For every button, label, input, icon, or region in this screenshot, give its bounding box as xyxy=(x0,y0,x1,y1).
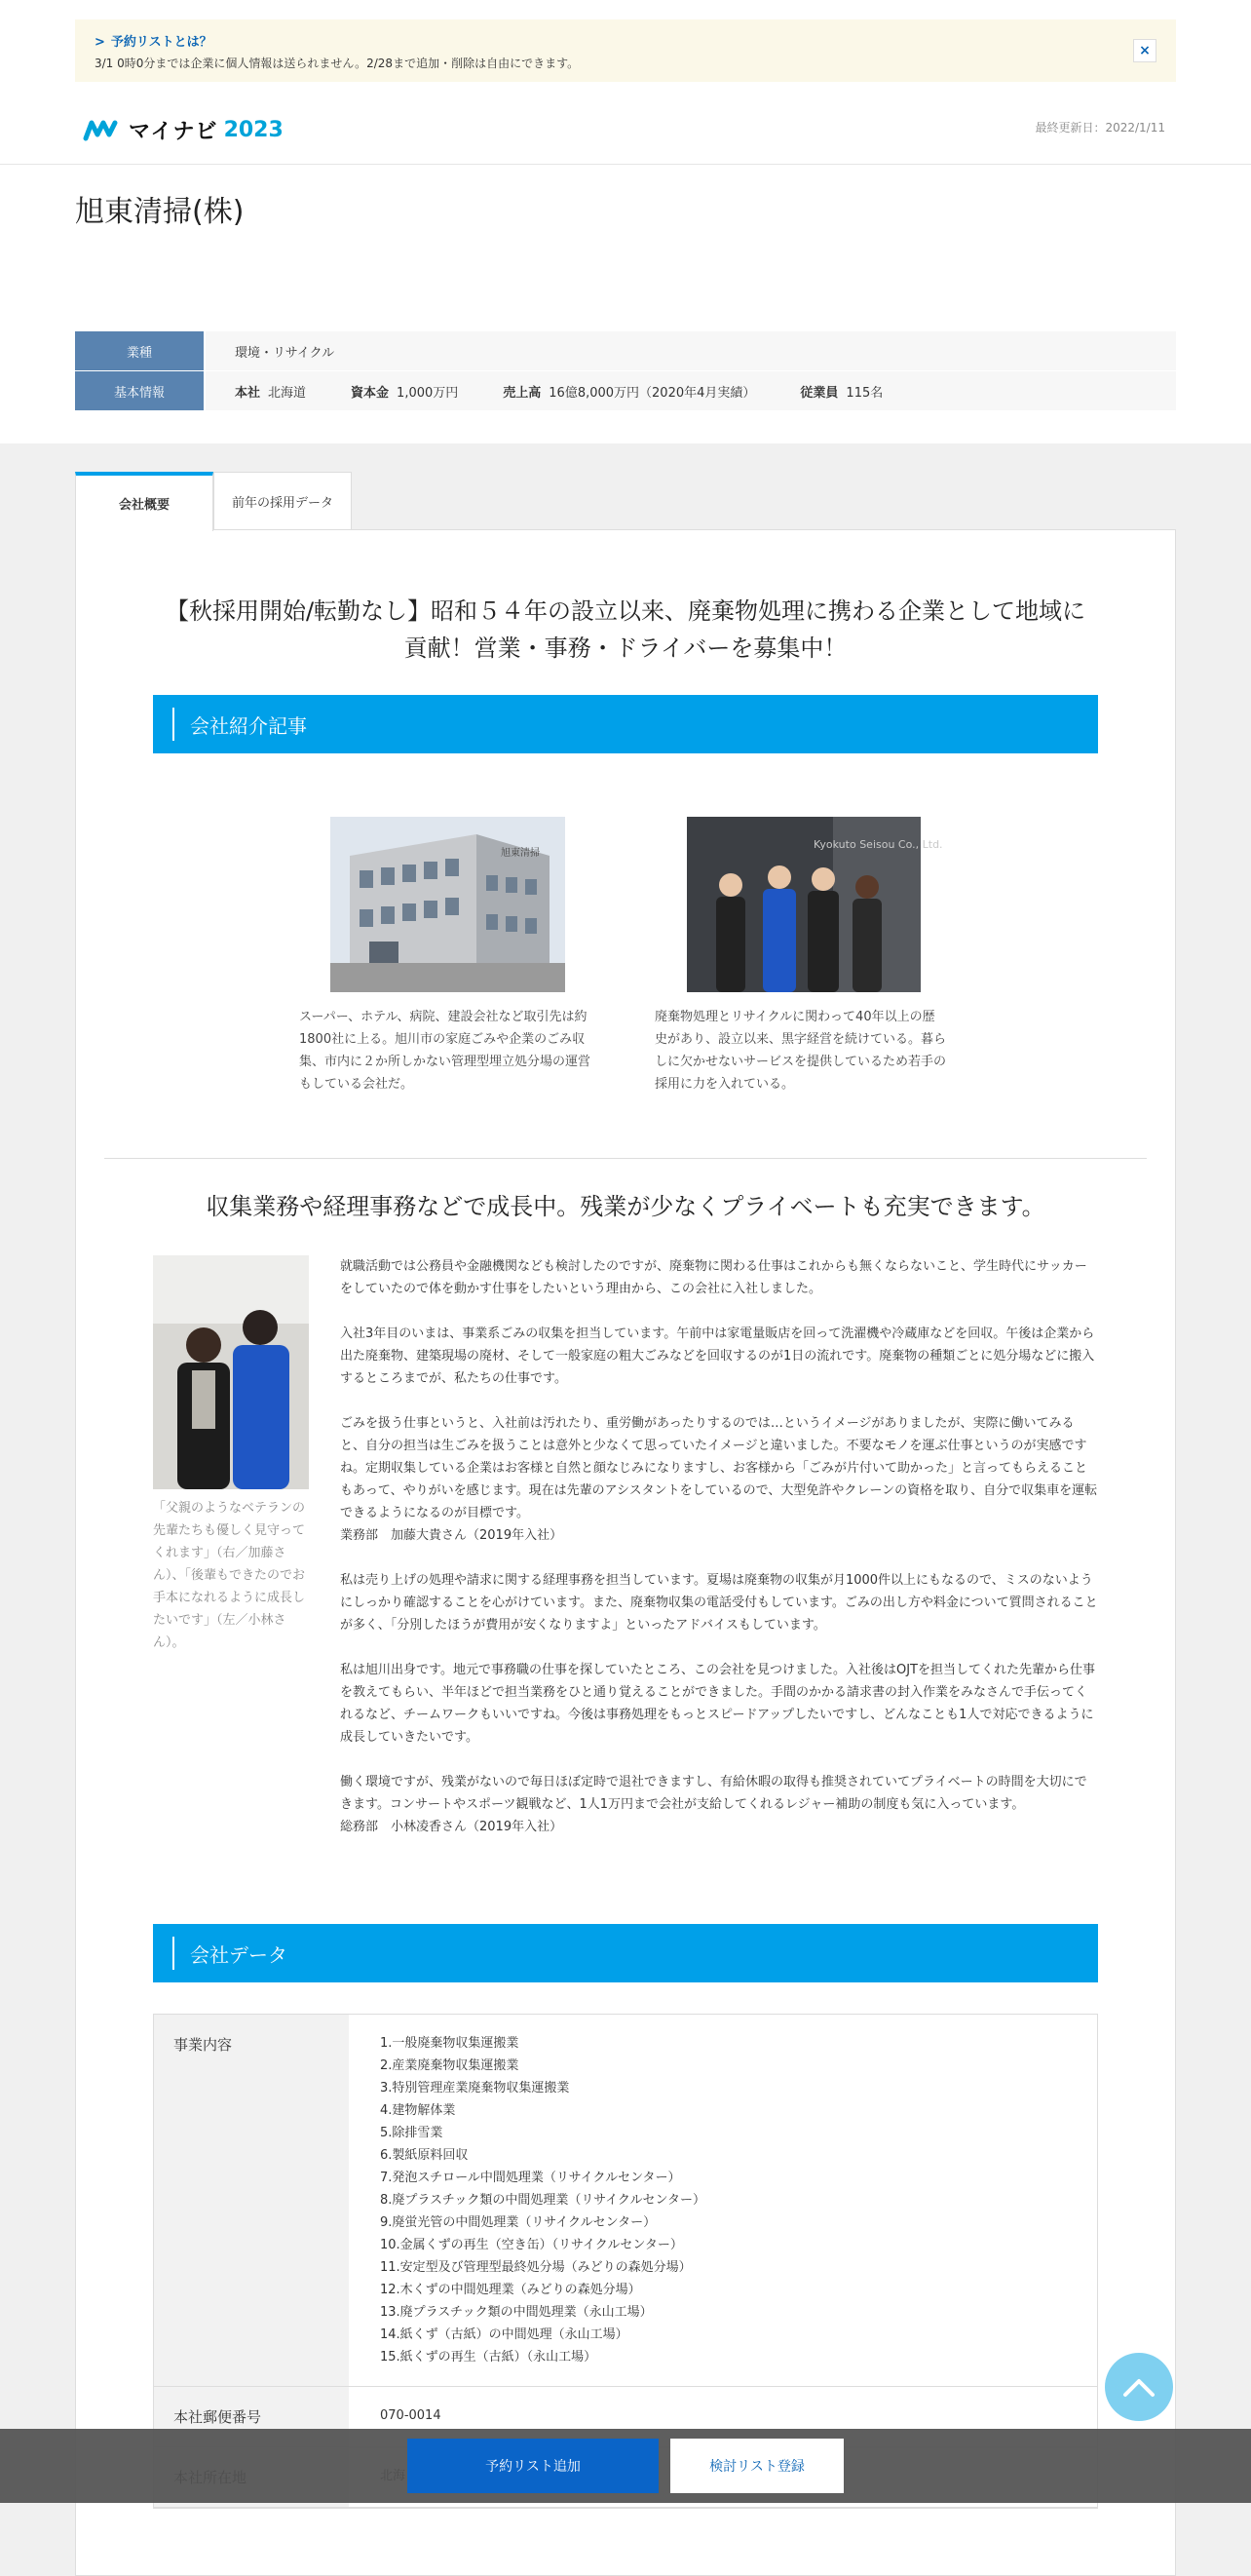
business-label: 事業内容 xyxy=(154,2015,349,2386)
staff-photo xyxy=(687,817,943,992)
business-item: 14.紙くず（古紙）の中間処理（永山工場） xyxy=(380,2327,628,2342)
notice-title-link[interactable] xyxy=(95,31,212,50)
section-marker xyxy=(172,1937,174,1970)
section-title: 会社データ xyxy=(190,1942,287,1967)
building-sign-text: 旭東清掃 xyxy=(501,848,540,859)
business-list xyxy=(349,2015,1097,2386)
business-item: 4.建物解体業 xyxy=(380,2103,456,2118)
business-row xyxy=(154,2015,1097,2387)
notice-text: 3/1 0時0分までは企業に個人情報は送られません。2/28まで追加・削除は自由にできます。 xyxy=(95,57,580,70)
catch-line-1: 【秋採用開始/転勤なし】昭和５４年の設立以来、廃棄物処理に携わる企業として地域に xyxy=(165,597,1086,625)
employees-label: 従業員 xyxy=(800,385,839,401)
chevron-right-icon: > xyxy=(95,35,105,50)
company-name: 旭東清掃(株) xyxy=(75,195,245,229)
interview-paragraph: 私は旭川出身です。地元で事務職の仕事を探していたところ、この会社を見つけました。入社後はOJTを担当してくれた先輩から仕事を教えてもらい、半年ほどで担当業務をひと通り覚えることができました。手間のかかる請求書の封入作業をみなさんで手伝ってくれるなど、チームワークもいいですね。今後は事務処理をもっとスピードアップしたいですし、どんなことも1人で対応できるように成長していきたいです。 xyxy=(340,1663,1095,1745)
postal-label: 本社郵便番号 xyxy=(154,2387,349,2446)
mynavi-mark-icon xyxy=(84,117,123,142)
section-divider xyxy=(104,1158,1147,1159)
staff-image xyxy=(687,817,943,992)
business-item: 2.産業廃棄物収集運搬業 xyxy=(380,2058,519,2073)
interview-paragraph: 就職活動では公務員や金融機関なども検討したのですが、廃棄物に関わる仕事はこれからも無くならないこと、学生時代にサッカーをしていたので体を動かす仕事をしたいという理由から、この会社に入社しました。 xyxy=(340,1259,1087,1296)
add-reserve-list-button[interactable]: 予約リスト追加 xyxy=(407,2439,659,2493)
capital-label: 資本金 xyxy=(351,385,390,401)
wall-sign-text: Kyokuto Seisou Co., Ltd. xyxy=(814,838,943,851)
close-icon[interactable]: × xyxy=(1133,39,1156,62)
basic-info-label: 基本情報 xyxy=(75,371,204,410)
business-item: 12.木くずの中間処理業（みどりの森処分場） xyxy=(380,2283,641,2297)
interview-paragraph: 働く環境ですが、残業がないので毎日ほぼ定時で退社できますし、有給休暇の取得も推奨されていてプライベートの時間を大切にできます。コンサートやスポーツ観戦など、1人1万円まで会社が支給してくれるレジャー補助の制度も気に入っています。 xyxy=(340,1775,1087,1812)
employees-value: 115名 xyxy=(846,385,884,401)
hq-label: 本社 xyxy=(235,385,261,401)
business-item: 3.特別管理産業廃棄物収集運搬業 xyxy=(380,2081,570,2095)
industry-row xyxy=(75,331,1176,370)
business-item: 9.廃蛍光管の中間処理業（リサイクルセンター） xyxy=(380,2215,657,2230)
business-item: 13.廃プラスチック類の中間処理業（永山工場） xyxy=(380,2305,653,2320)
postal-value: 070-0014 xyxy=(380,2408,441,2423)
last-updated: 最終更新日：2022/1/11 xyxy=(1035,121,1165,135)
employees-image xyxy=(153,1255,309,1489)
business-item: 8.廃プラスチック類の中間処理業（リサイクルセンター） xyxy=(380,2193,706,2208)
hq-value: 北海道 xyxy=(268,385,307,401)
catch-line-2: 貢献！営業・事務・ドライバーを募集中！ xyxy=(403,634,848,662)
business-item: 10.金属くずの再生（空き缶）（リサイクルセンター） xyxy=(380,2238,683,2252)
section-company-articles xyxy=(153,695,1098,753)
section-company-data xyxy=(153,1924,1098,1982)
capital-value: 1,000万円 xyxy=(397,385,459,401)
basic-info-row xyxy=(75,371,1176,410)
tab-bar xyxy=(75,472,352,530)
catch-copy xyxy=(153,593,1098,667)
section-title: 会社紹介記事 xyxy=(190,713,307,738)
company-info-table xyxy=(75,331,1176,411)
interviewee-signature: 業務部 加藤大貴さん（2019年入社） xyxy=(340,1528,563,1543)
sales-label: 売上高 xyxy=(503,385,542,401)
business-item: 7.発泡スチロール中間処理業（リサイクルセンター） xyxy=(380,2171,681,2185)
business-item: 5.除排雪業 xyxy=(380,2126,443,2140)
header-divider xyxy=(0,164,1251,165)
chevron-up-icon xyxy=(1122,2376,1156,2398)
scroll-to-top-button[interactable] xyxy=(1105,2353,1173,2421)
building-photo xyxy=(330,817,565,992)
interview-body xyxy=(340,1255,1098,1861)
add-consider-list-button[interactable]: 検討リスト登録 xyxy=(670,2439,844,2493)
employees-photo xyxy=(153,1255,309,1489)
tab-previous-recruitment-data[interactable]: 前年の採用データ xyxy=(213,472,352,530)
basic-info-values xyxy=(206,371,1176,410)
industry-label: 業種 xyxy=(75,331,204,370)
industry-value: 環境・リサイクル xyxy=(206,331,1176,370)
staff-photo-caption: 廃棄物処理とリサイクルに関わって40年以上の歴史があり、設立以来、黒字経営を続けている。暮らしに欠かせないサービスを提供しているため若手の採用に力を入れている。 xyxy=(655,1010,947,1092)
interview-paragraph: ごみを扱う仕事というと、入社前は汚れたり、重労働があったりするのでは…というイメージがありましたが、実際に働いてみると、自分の担当は生ごみを扱うことは意外と少なくて思っていたイメージと違いました。不要なモノを運ぶ仕事というのが実感ですね。定期収集している企業はお客様と自然と顔なじみになりますし、お客様から「ごみが片付いて助かった」と言ってもらえることもあって、やりがいを感じます。現在は先輩のアシスタントをしているので、大型免許やクレーンの資格を取り、自分で収集車を運転できるようになるのが目標です。 xyxy=(340,1416,1098,1520)
employees-photo-caption: 「父親のようなベテランの先輩たちも優しく見守ってくれます」（右／加藤さん）、「後輩もできたのでお手本になれるように成長したいです」（左／小林さん）。 xyxy=(153,1501,306,1650)
interview-paragraph: 入社3年目のいまは、事業系ごみの収集を担当しています。午前中は家電量販店を回って洗濯機や冷蔵庫などを回収。午後は企業から出た廃棄物、建築現場の廃材、そして一般家庭の粗大ごみなどを回収するのが1日の流れです。廃棄物の種類ごとに処分場などに搬入するところまでが、私たちの仕事です。 xyxy=(340,1326,1095,1386)
section-marker xyxy=(172,708,174,741)
building-photo-caption: スーパー、ホテル、病院、建設会社など取引先は約1800社に上る。旭川市の家庭ごみや企業のごみ収集、市内に２か所しかない管理型埋立処分場の運営もしている会社だ。 xyxy=(299,1010,591,1092)
sales-value: 16億8,000万円（2020年4月実績） xyxy=(549,385,756,401)
logo-year: 2023 xyxy=(223,117,284,142)
feature-subheading: 収集業務や経理事務などで成長中。残業が少なくプライベートも充実できます。 xyxy=(206,1193,1045,1220)
mynavi-logo[interactable] xyxy=(84,113,284,146)
logo-brand: マイナビ xyxy=(129,119,218,144)
building-image xyxy=(330,817,565,992)
interviewee-signature: 総務部 小林凌香さん（2019年入社） xyxy=(340,1820,563,1834)
business-item: 11.安定型及び管理型最終処分場（みどりの森処分場） xyxy=(380,2260,692,2275)
notice-title[interactable]: 予約リストとは？ xyxy=(110,35,212,50)
business-item: 1.一般廃棄物収集運搬業 xyxy=(380,2036,519,2051)
business-item: 6.製紙原料回収 xyxy=(380,2148,469,2163)
interview-paragraph: 私は売り上げの処理や請求に関する経理事務を担当しています。夏場は廃棄物の収集が月1000件以上にもなるので、ミスのないようにしっかり確認することを心がけています。また、廃棄物収集の電話受付もしています。ごみの出し方や料金について質問されることが多く、「分別したほうが費用が安くなりますよ」といったアドバイスもしています。 xyxy=(340,1573,1098,1633)
reserve-list-notice xyxy=(75,19,1176,82)
business-item: 15.紙くずの再生（古紙）（永山工場） xyxy=(380,2350,597,2365)
tab-company-overview[interactable]: 会社概要 xyxy=(75,472,213,531)
